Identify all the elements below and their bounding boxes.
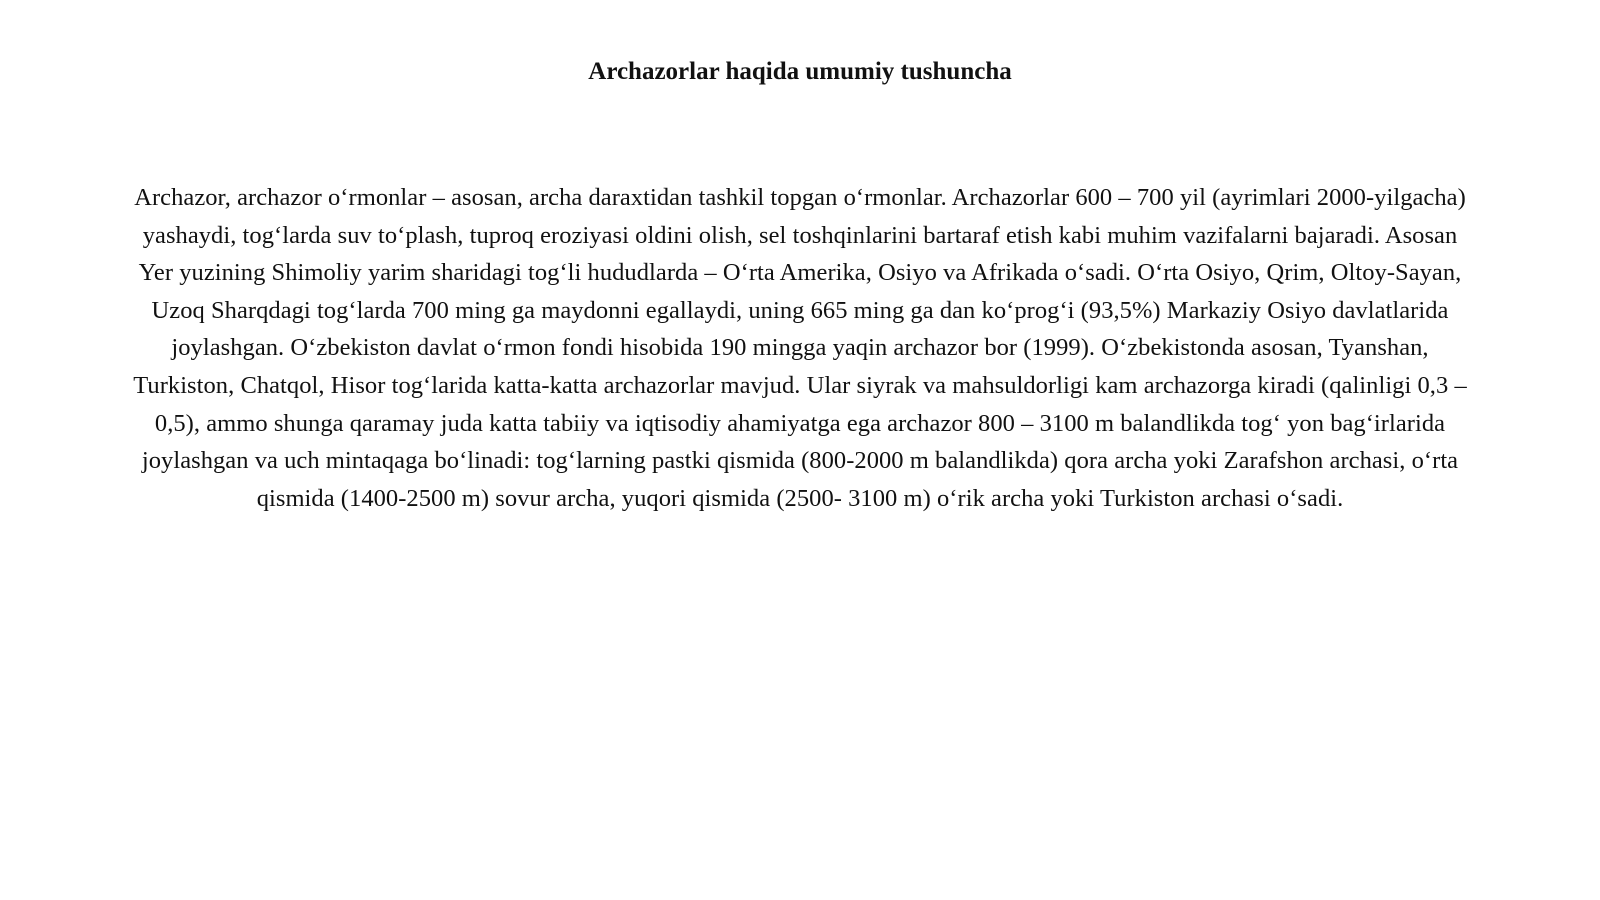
slide-paragraph: Archazor, archazor o‘rmonlar – asosan, archa daraxtidan tashkil topgan o‘rmonlar. Archazorlar 600 – 700 yil (ayrimlari 2000-yilgacha) yashaydi, tog‘larda suv to‘plash, tuproq eroziyasi oldini olish, sel toshqinlarini bartaraf etish kabi muhim vazifalarni bajaradi. Asosan Yer yuzining Shimoliy yarim sharidagi tog‘li hududlarda – O‘rta Amerika, Osiyo va Afrikada o‘sadi. O‘rta Osiyo, Qrim, Oltoy-Sayan, Uzoq Sharqdagi tog‘larda 700 ming ga maydonni egallaydi, uning 665 ming ga dan ko‘prog‘i (93,5%) Markaziy Osiyo davlatlarida joylashgan. O‘zbekiston davlat o‘rmon fondi hisobida 190 mingga yaqin archazor bor (1999). O‘zbekistonda asosan, Tyanshan, Turkiston, Chatqol, Hisor tog‘larida katta-katta archazorlar mavjud. Ular siyrak va mahsuldorligi kam archazorga kiradi (qalinligi 0,3 – 0,5), ammo shunga qaramay juda katta tabiiy va iqtisodiy ahamiyatga ega archazor 800 – 3100 m balandlikda tog‘ yon bag‘irlarida joylashgan va uch mintaqaga bo‘linadi: tog‘larning pastki qismida (800-2000 m balandlikda) qora archa yoki Zarafshon archasi, o‘rta qismida (1400-2500 m) sovur archa, yuqori qismida (2500- 3100 m) o‘rik archa yoki Turkiston archasi o‘sadi. [133,184,1467,512]
slide-title: Archazorlar haqida umumiy tushuncha [588,58,1012,85]
